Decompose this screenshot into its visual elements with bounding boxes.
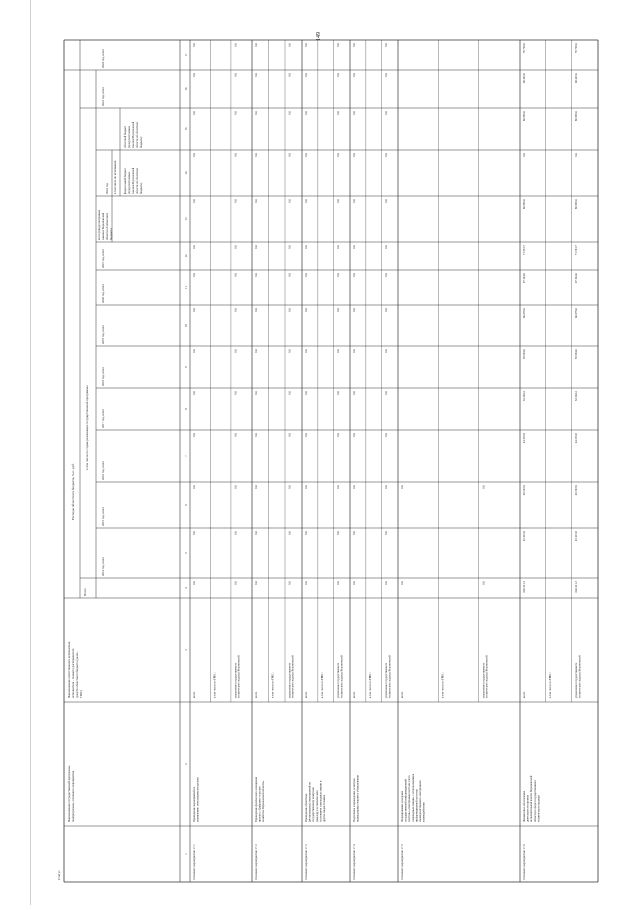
row-0-entry-2-value-6: 0,0	[233, 308, 238, 312]
row-3-entry-0-value-5: 0,0	[352, 349, 356, 353]
row-3-entry-2-value-12: 0,0	[384, 73, 388, 77]
row-3-entry-2-value-1: 0,0	[384, 531, 388, 535]
row-2-grbs-1-line-0: в том числе по ГРБС:	[321, 672, 324, 698]
row-3-entry-0-value-10: 0,0	[352, 153, 356, 157]
header-2022-reg-line-2: законом Воронежской	[132, 121, 135, 148]
column-number-15: 15	[184, 127, 188, 131]
row-0-entry-0-value-13: 0,0	[192, 43, 196, 47]
column-number-14: 14	[184, 171, 188, 175]
row-5-grbs-2-line-1: технического надзора Воронежской	[578, 655, 582, 698]
row-4-grbs-2-line-0: управление государственного	[482, 662, 486, 698]
row-2-entry-2-value-10: 0,0	[336, 153, 340, 157]
row-5-grbs-2-line-0: управление государственного	[575, 662, 578, 698]
column-number-13: 13	[184, 217, 188, 221]
row-5-entry-2-value-10: 0,0	[574, 153, 578, 157]
header-2022-reg-line-1: (предусмотренные	[128, 125, 131, 148]
row-1-entry-0-value-2: 0,0	[254, 485, 258, 489]
row-2-entry-2-value-5: 0,0	[336, 349, 340, 353]
row-0-entry-0-value-1: 0,0	[192, 531, 196, 535]
row-5-entry-0-value-12: 68 425,0	[522, 73, 526, 84]
row-5-entry-0-value-1: 45 415,8	[522, 531, 526, 542]
row-1-entry-0-value-3: 0,0	[254, 433, 258, 437]
row-5-entry-2-value-0: 662 411,3	[574, 581, 578, 593]
row-0-entry-2-value-3: 0,0	[233, 433, 238, 437]
row-name-5-line-3: области в сфере государственного	[532, 779, 537, 822]
row-name-5-line-4: технического надзора	[536, 795, 541, 822]
row-name-4-line-3: самоходных машин» с использованием	[410, 773, 415, 822]
column-number-11: 11	[184, 286, 188, 289]
row-5-entry-2-value-8: 71 591,7	[574, 245, 578, 256]
header-2022-fed-line-1: (предусмотренные	[128, 171, 131, 194]
row-1-entry-0-value-1: 0,0	[254, 531, 258, 535]
row-3-entry-2-value-11: 0,0	[384, 111, 388, 115]
row-3-entry-0-value-8: 0,0	[352, 245, 356, 249]
header-year-5: 2019 год, всего	[101, 324, 105, 344]
header-year-6: 2020 год, всего	[101, 283, 105, 303]
row-2-entry-0-value-1: 0,0	[304, 531, 308, 535]
row-name-4-line-4: информационной системы	[414, 789, 419, 822]
column-number-10: 10	[184, 324, 188, 327]
row-3-entry-2-value-10: 0,0	[384, 153, 388, 157]
row-2-entry-2-value-13: 0,0	[336, 43, 340, 47]
row-2-grbs-2-line-0: управление государственного	[337, 662, 340, 698]
header-2022-total-line-1: законом Воронежской	[101, 212, 105, 240]
row-name-5-line-1: деятельности органов	[525, 795, 530, 822]
row-name-2-line-4: состоянием самоходных машин и	[318, 780, 323, 822]
row-5-entry-2-value-13: 70 705,0	[574, 43, 578, 54]
row-3-entry-0-value-1: 0,0	[352, 531, 356, 535]
corner-label: Статус	[57, 870, 61, 880]
row-name-4-line-5: межведомственного электронного	[418, 780, 422, 822]
header-2022-total-line-0: всего (предусмотренные	[97, 209, 101, 240]
column-number-12: 12	[184, 254, 188, 258]
header-total: Всего	[83, 588, 87, 596]
row-5-entry-2-value-5: 59 994,0	[574, 349, 578, 360]
row-0-grbs-2-line-0: управление государственного	[234, 662, 238, 698]
row-5-grbs-0-line-0: всего	[523, 691, 526, 698]
header-2024: 2024 год, всего	[101, 48, 105, 68]
row-3-entry-2-value-2: 0,0	[384, 485, 388, 489]
row-3-entry-0-value-12: 0,0	[352, 73, 356, 77]
row-1-grbs-2-line-1: технического надзора Воронежской	[291, 655, 295, 698]
row-1-entry-2-value-6: 0,0	[287, 308, 292, 312]
row-4-grbs-0-line-0: всего	[401, 691, 404, 698]
column-number-5: 5	[184, 552, 188, 554]
row-1-entry-0-value-5: 0,0	[254, 349, 258, 353]
header-2022-total-line-3: бюджете)	[109, 228, 113, 240]
row-3-entry-2-value-13: 0,0	[384, 43, 388, 47]
row-name-1-line-2: хозяйство Воронежской области»	[261, 780, 266, 822]
row-1-entry-2-value-0: 0,0	[287, 581, 292, 585]
header-year-1: 2015 год, всего	[101, 506, 105, 526]
row-0-entry-0-value-4: 0,0	[192, 391, 196, 395]
row-status-1: Основное мероприятие 17.2	[254, 844, 258, 880]
row-2-entry-2-value-9: 0,0	[336, 199, 340, 203]
row-5-entry-0-value-6: 60 679,0	[522, 308, 526, 319]
column-number-1: 1	[184, 853, 188, 855]
row-3-grbs-1-line-0: в том числе по ГРБС:	[369, 672, 372, 698]
row-3-entry-2-value-4: 0,0	[384, 391, 388, 395]
header-2022-group: 2022 год	[105, 183, 109, 194]
header-2022-incl: в том числе по источникам:	[113, 160, 117, 194]
row-1-entry-2-value-12: 0,0	[287, 73, 292, 77]
row-0-entry-0-value-2: 0,0	[192, 485, 196, 489]
page-number: 149	[316, 32, 322, 42]
header-year-2: 2016 год, всего	[101, 460, 105, 480]
row-4-grbs-2-line-1: технического надзора Воронежской	[485, 655, 489, 698]
row-status-4: Основное мероприятие 17.5	[400, 844, 404, 880]
column-number-4: 4	[184, 587, 188, 589]
row-4-entry-0-value-0: 0,0	[400, 581, 404, 585]
row-2-grbs-2-line-1: технического надзора Воронежской	[340, 655, 344, 698]
row-3-entry-2-value-7: 0,0	[384, 273, 388, 277]
row-5-entry-0-value-5: 59 994,0	[522, 349, 526, 360]
row-2-entry-0-value-8: 0,0	[304, 245, 308, 249]
row-0-grbs-1-line-0: в том числе по ГРБС:	[213, 672, 217, 698]
row-3-entry-2-value-0: 0,0	[384, 581, 388, 585]
row-3-entry-0-value-2: 0,0	[352, 485, 356, 489]
row-1-entry-0-value-7: 0,0	[254, 273, 258, 277]
row-0-entry-0-value-0: 0,0	[192, 581, 196, 585]
row-5-entry-0-value-10: 0,0	[522, 153, 526, 157]
row-2-entry-0-value-12: 0,0	[304, 73, 308, 77]
column-number-17: 17	[184, 53, 188, 57]
row-2-entry-0-value-9: 0,0	[304, 199, 308, 203]
row-0-entry-2-value-10: 0,0	[233, 153, 238, 157]
row-5-entry-2-value-6: 60 679,0	[574, 308, 578, 319]
header-2022-total-line-2: области об областном	[105, 213, 109, 240]
row-0-entry-0-value-12: 0,0	[192, 73, 196, 77]
row-0-entry-2-value-13: 0,0	[233, 43, 238, 47]
row-2-grbs-0-line-0: всего	[305, 691, 308, 698]
row-1-entry-0-value-11: 0,0	[254, 111, 258, 115]
header-2022-fed-line-4: бюджете)	[140, 182, 143, 194]
row-1-entry-0-value-9: 0,0	[254, 199, 258, 203]
row-name-2-line-2: государственному контролю	[311, 787, 316, 822]
row-2-entry-2-value-11: 0,0	[336, 111, 340, 115]
row-3-entry-0-value-3: 0,0	[352, 433, 356, 437]
row-name-3-line-1: поднадзорных машин и оборудования	[355, 775, 360, 822]
header-year-0: 2014 год, всего	[101, 556, 105, 576]
header-2023: 2023 год, всего	[101, 86, 105, 106]
header-2022-fed-line-2: законом Воронежской	[132, 167, 135, 194]
header-2022-fed-line-3: области об областном	[136, 167, 139, 194]
row-status-2: Основное мероприятие 17.3	[304, 844, 308, 880]
row-name-5-line-0: Финансовое обеспечение	[522, 790, 526, 822]
header-year-3: 2017 год, всего	[101, 408, 105, 428]
row-3-grbs-0-line-0: всего	[353, 691, 356, 698]
row-0-entry-2-value-7: 0,0	[233, 273, 238, 277]
header-col1-line-0: Наименование государственной программы,	[67, 765, 71, 822]
row-1-entry-0-value-4: 0,0	[254, 391, 258, 395]
row-3-grbs-2-line-0: управление государственного	[385, 662, 388, 698]
row-5-entry-2-value-7: 67 344,0	[574, 273, 578, 284]
row-1-entry-0-value-13: 0,0	[254, 43, 258, 47]
row-0-entry-0-value-7: 0,0	[192, 273, 196, 277]
row-5-grbs-1-line-0: в том числе по ГРБС:	[549, 672, 552, 698]
row-name-1-line-1: проекта «Цифровое сельское	[257, 786, 262, 822]
row-4-entry-0-value-2: 0,0	[400, 485, 404, 489]
row-4-entry-2-value-2: 0,0	[481, 485, 486, 489]
row-0-entry-2-value-4: 0,0	[233, 391, 238, 395]
row-1-entry-2-value-7: 0,0	[287, 273, 292, 277]
row-3-entry-0-value-7: 0,0	[352, 273, 356, 277]
header-col2-line-0: Наименование ответственного исполнителя,	[67, 641, 71, 698]
row-5-entry-0-value-11: 80 985,0	[522, 111, 526, 122]
column-number-6: 6	[184, 504, 188, 506]
row-1-entry-0-value-8: 0,0	[254, 245, 258, 249]
row-2-entry-0-value-6: 0,0	[304, 308, 308, 312]
row-0-entry-2-value-2: 0,0	[233, 485, 238, 489]
row-0-entry-0-value-5: 0,0	[192, 349, 196, 353]
row-5-entry-2-value-3: 44 235,8	[574, 433, 578, 444]
row-1-grbs-2-line-0: управление государственного	[288, 662, 292, 698]
row-0-entry-0-value-3: 0,0	[192, 433, 196, 437]
row-5-entry-2-value-9: 80 985,0	[574, 199, 578, 210]
row-0-entry-2-value-12: 0,0	[233, 73, 238, 77]
row-name-2-line-1: (региональных) мероприятий по	[307, 781, 312, 822]
row-1-entry-2-value-2: 0,0	[287, 485, 292, 489]
row-5-entry-2-value-2: 49 593,9	[574, 485, 578, 496]
row-0-entry-0-value-6: 0,0	[192, 308, 196, 312]
row-0-entry-0-value-10: 0,0	[192, 153, 196, 157]
row-name-2-line-3: (надзору) за техническим	[314, 790, 319, 822]
row-1-grbs-0-line-0: всего	[255, 691, 258, 698]
row-0-entry-2-value-11: 0,0	[233, 111, 238, 115]
header-2022-fed-line-0: федеральный бюджет	[124, 168, 127, 194]
row-5-entry-0-value-0: 662 411,3	[522, 581, 526, 593]
header-col2-line-2: средств областного бюджета (далее -	[75, 650, 79, 698]
row-name-1-line-0: Проведение физического освещения	[254, 777, 258, 822]
row-3-entry-2-value-6: 0,0	[384, 308, 388, 312]
row-1-entry-0-value-0: 0,0	[254, 581, 258, 585]
header-col2-line-3: ГРБС)	[79, 689, 83, 698]
row-status-0: Основное мероприятие 17.1	[192, 844, 196, 880]
column-number-8: 8	[184, 408, 188, 410]
row-1-entry-2-value-4: 0,0	[287, 391, 292, 395]
column-number-3: 3	[184, 649, 188, 651]
row-1-entry-2-value-11: 0,0	[287, 111, 292, 115]
row-name-0-line-1: управлению земельными ресурсами	[195, 777, 200, 822]
row-2-entry-0-value-0: 0,0	[304, 581, 308, 585]
header-impl-group: в том числе по годам реализации государственной программы	[85, 385, 89, 470]
row-1-entry-2-value-9: 0,0	[287, 199, 292, 203]
row-1-entry-0-value-6: 0,0	[254, 308, 258, 312]
row-0-entry-2-value-8: 0,0	[233, 245, 238, 249]
row-0-grbs-2-line-1: технического надзора Воронежской	[237, 655, 241, 698]
row-2-entry-0-value-3: 0,0	[304, 433, 308, 437]
row-name-4-line-1: государственной информационной	[403, 779, 408, 822]
row-2-entry-0-value-5: 0,0	[304, 349, 308, 353]
row-1-entry-2-value-10: 0,0	[287, 153, 292, 157]
row-0-entry-2-value-0: 0,0	[233, 581, 238, 585]
row-1-entry-2-value-3: 0,0	[287, 433, 292, 437]
header-2022-reg-line-4: бюджете)	[140, 136, 143, 148]
row-5-entry-0-value-9: 80 985,0	[522, 199, 526, 210]
row-2-entry-2-value-7: 0,0	[336, 273, 340, 277]
header-budget-group: Расходы областного бюджета, тыс. руб.	[71, 463, 75, 520]
row-3-entry-0-value-0: 0,0	[352, 581, 356, 585]
row-3-entry-0-value-6: 0,0	[352, 308, 356, 312]
row-2-entry-0-value-10: 0,0	[304, 153, 308, 157]
row-5-entry-0-value-13: 70 705,0	[522, 43, 526, 54]
row-2-entry-2-value-6: 0,0	[336, 308, 340, 312]
row-1-entry-2-value-1: 0,0	[287, 531, 292, 535]
header-col1-line-1: подпрограммы, основного мероприятия	[71, 770, 75, 822]
row-3-entry-0-value-13: 0,0	[352, 43, 356, 47]
row-5-entry-2-value-11: 80 985,0	[574, 111, 578, 122]
row-2-entry-2-value-1: 0,0	[336, 531, 340, 535]
row-name-0-line-0: Проведение мероприятий по	[192, 786, 196, 822]
row-0-entry-0-value-8: 0,0	[192, 245, 196, 249]
row-5-entry-0-value-2: 49 593,9	[522, 485, 526, 496]
row-2-entry-0-value-11: 0,0	[304, 111, 308, 115]
row-1-entry-2-value-8: 0,0	[287, 245, 292, 249]
column-number-7: 7	[184, 455, 188, 457]
row-5-entry-0-value-4: 52 202,2	[522, 391, 526, 402]
row-5-entry-0-value-7: 67 344,0	[522, 273, 526, 284]
header-2022-reg-line-3: области об областном	[136, 121, 139, 148]
column-number-9: 9	[184, 366, 188, 368]
row-4-grbs-1-line-0: в том числе по ГРБС:	[441, 672, 445, 698]
row-5-entry-0-value-8: 71 591,7	[522, 245, 526, 256]
row-3-entry-2-value-9: 0,0	[384, 199, 388, 203]
row-name-4-line-0: Формирование и ведение	[400, 790, 404, 822]
row-0-grbs-0-line-0: всего	[193, 691, 196, 698]
row-2-entry-0-value-13: 0,0	[304, 43, 308, 47]
row-name-3-line-0: Подготовка и проведение осмотров	[352, 778, 356, 822]
row-3-entry-2-value-3: 0,0	[384, 433, 388, 437]
row-2-entry-0-value-4: 0,0	[304, 391, 308, 395]
row-3-grbs-2-line-1: технического надзора Воронежской	[388, 655, 392, 698]
row-2-entry-2-value-3: 0,0	[336, 433, 340, 437]
column-number-16: 16	[184, 87, 188, 91]
row-3-entry-2-value-5: 0,0	[384, 349, 388, 353]
row-2-entry-0-value-7: 0,0	[304, 273, 308, 277]
column-number-2: 2	[184, 763, 188, 765]
header-year-7: 2021 год, всего	[101, 248, 105, 268]
row-0-entry-2-value-5: 0,0	[233, 349, 238, 353]
row-5-entry-2-value-12: 68 425,0	[574, 73, 578, 84]
row-1-entry-0-value-12: 0,0	[254, 73, 258, 77]
row-2-entry-2-value-2: 0,0	[336, 485, 340, 489]
row-status-3: Основное мероприятие 17.4	[352, 844, 356, 880]
row-3-entry-0-value-11: 0,0	[352, 111, 356, 115]
row-4-entry-2-value-0: 0,0	[481, 581, 486, 585]
row-0-entry-2-value-9: 0,0	[233, 199, 238, 203]
row-0-entry-0-value-9: 0,0	[192, 199, 196, 203]
row-0-entry-0-value-11: 0,0	[192, 111, 196, 115]
row-2-entry-2-value-8: 0,0	[336, 245, 340, 249]
row-1-entry-2-value-13: 0,0	[287, 43, 292, 47]
header-year-4: 2018 год, всего	[101, 366, 105, 386]
row-name-2-line-0: Проведение областных	[304, 793, 308, 822]
row-3-entry-0-value-4: 0,0	[352, 391, 356, 395]
row-status-5: Основное мероприятие 17.6	[522, 844, 526, 880]
row-2-entry-2-value-4: 0,0	[336, 391, 340, 395]
row-0-entry-2-value-1: 0,0	[233, 531, 238, 535]
row-2-entry-2-value-12: 0,0	[336, 73, 340, 77]
row-5-entry-2-value-4: 52 202,2	[574, 391, 578, 402]
row-1-grbs-1-line-0: в том числе по ГРБС:	[271, 672, 275, 698]
row-name-5-line-2: исполнительной власти Воронежской	[529, 775, 534, 822]
row-2-entry-2-value-0: 0,0	[336, 581, 340, 585]
row-5-entry-2-value-1: 45 415,8	[574, 531, 578, 542]
row-3-entry-2-value-8: 0,0	[384, 245, 388, 249]
header-2022-reg-line-0: областной бюджет	[124, 125, 127, 148]
row-1-entry-0-value-10: 0,0	[254, 153, 258, 157]
row-name-4-line-6: взаимодействия	[421, 802, 426, 822]
row-name-2-line-5: других видов техники	[322, 794, 326, 822]
row-1-entry-2-value-5: 0,0	[287, 349, 292, 353]
row-name-4-line-2: системы «Электронная система учета	[407, 775, 412, 822]
row-5-entry-0-value-3: 44 235,8	[522, 433, 526, 444]
row-2-entry-0-value-2: 0,0	[304, 485, 308, 489]
row-3-entry-0-value-9: 0,0	[352, 199, 356, 203]
header-col2-line-1: исполнителя - главного распорядителя	[71, 648, 75, 698]
